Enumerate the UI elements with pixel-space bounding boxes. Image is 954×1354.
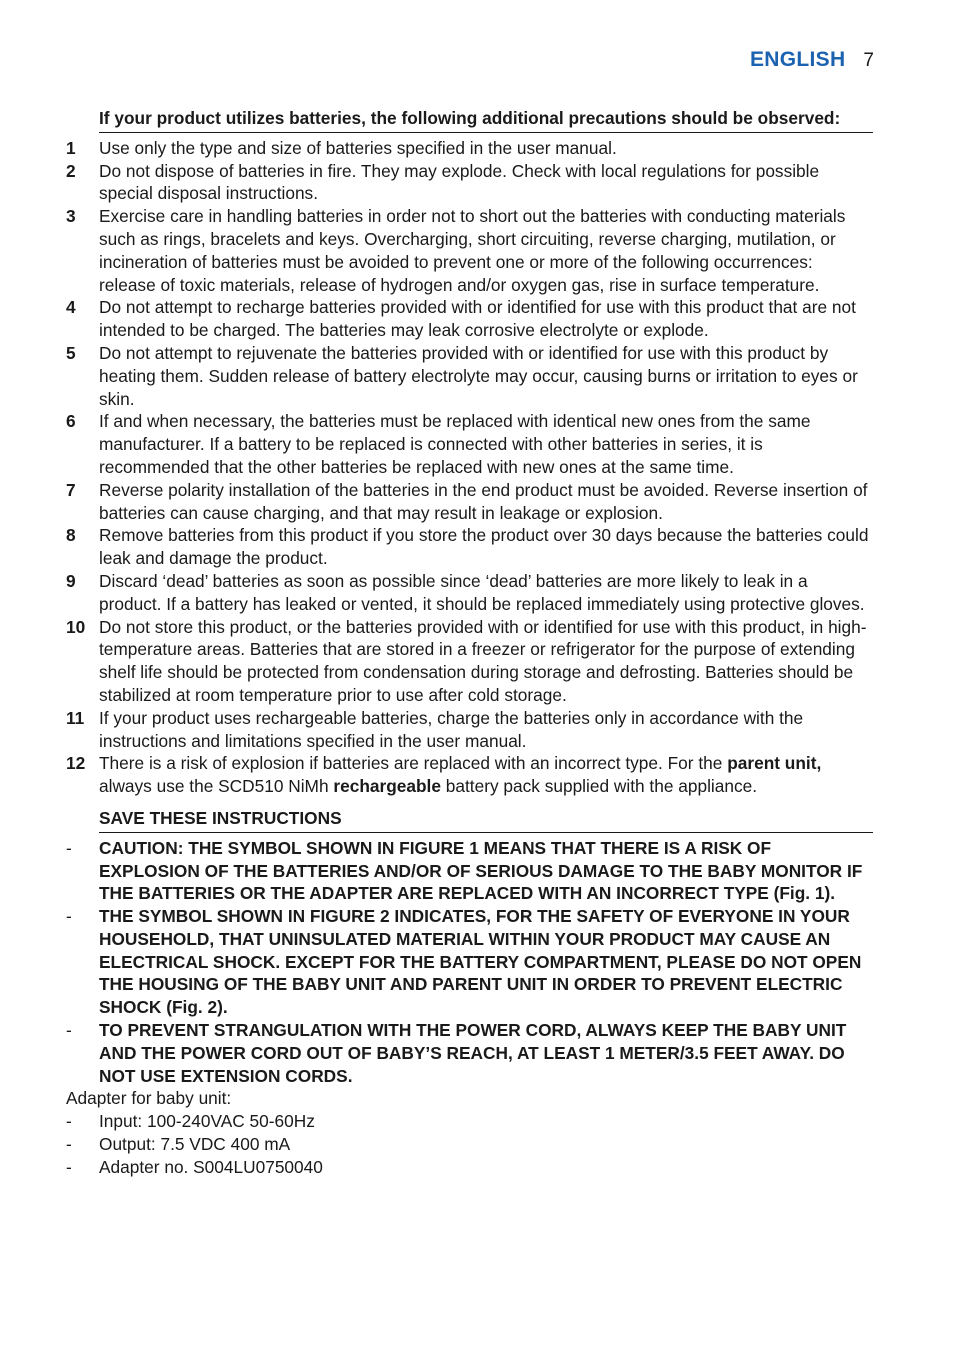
item-number: 4 <box>66 297 76 318</box>
item-number: 11 <box>66 707 85 728</box>
list-item <box>66 616 873 707</box>
list-item <box>66 296 873 342</box>
item-text-part: always use the SCD510 NiMh <box>99 776 334 797</box>
adapter-title: Adapter for baby unit: <box>66 1088 232 1109</box>
bullet-dash: - <box>66 837 72 858</box>
page-number: 7 <box>863 50 874 71</box>
item-text: Reverse polarity installation of the batteries in the end product must be avoided. Reverse insertion of batteries can cause charging, and that may result in leakage or explosion. <box>99 479 868 523</box>
item-number: 10 <box>66 616 86 637</box>
list-item <box>66 160 873 206</box>
rechargeable-emphasis: rechargeable <box>333 776 441 797</box>
item-text: Do not dispose of batteries in fire. They may explode. Check with local regulations for possible special disposal instructions. <box>99 160 820 204</box>
list-item <box>66 524 873 570</box>
list-item <box>66 479 873 525</box>
item-number: 1 <box>66 137 76 158</box>
bullet-dash: - <box>66 906 72 927</box>
item-number: 8 <box>66 525 76 546</box>
spec-item <box>66 1110 873 1133</box>
caution-item <box>66 837 873 905</box>
spec-text: Input: 100-240VAC 50-60Hz <box>99 1111 315 1132</box>
list-item <box>66 205 873 296</box>
spec-item <box>66 1133 873 1156</box>
spec-item <box>66 1156 873 1179</box>
save-instructions-heading: SAVE THESE INSTRUCTIONS <box>99 807 342 828</box>
caution-item <box>66 905 873 1019</box>
adapter-spec-list <box>66 1110 873 1178</box>
item-text-part: battery pack supplied with the appliance. <box>440 776 758 797</box>
bullet-dash: - <box>66 1020 72 1041</box>
item-text <box>99 752 873 798</box>
item-text-part: There is a risk of explosion if batteries are replaced with an incorrect type. For the <box>99 753 728 774</box>
parent-unit-emphasis: parent unit, <box>727 753 822 774</box>
list-item <box>66 570 873 616</box>
caution-text: CAUTION: THE SYMBOL SHOWN IN FIGURE 1 MEANS THAT THERE IS A RISK OF EXPLOSION OF THE BATTERIES AND/OR OF SERIOUS DAMAGE TO THE BABY MONITOR IF THE BATTERIES OR THE ADAPTER ARE REPLACED WITH AN INCORRECT TYPE (Fig. 1). <box>99 837 863 904</box>
item-text: If and when necessary, the batteries must be replaced with identical new ones from the same manufacturer. If a battery to be replaced is connected with other batteries in series, it is recommended that the other batteries be replaced with new ones at the same time. <box>99 411 811 477</box>
item-text: Exercise care in handling batteries in order not to short out the batteries with conducting materials such as rings, bracelets and keys. Overcharging, short circuiting, reverse charging, mutilation, or incineration of batteries must be avoided to prevent one or more of the following occurrences: release of toxic materials, release of hydrogen and/or oxygen gas, rise in surface temperature. <box>99 206 846 295</box>
item-text: Remove batteries from this product if you store the product over 30 days because the batteries could leak and damage the product. <box>99 525 869 569</box>
list-item <box>66 137 873 160</box>
spec-text: Output: 7.5 VDC 400 mA <box>99 1134 291 1155</box>
page-header <box>750 48 874 72</box>
item-text: If your product uses rechargeable batteries, charge the batteries only in accordance with the instructions and limitations specified in the user manual. <box>99 707 804 751</box>
language-label: ENGLISH <box>749 48 846 71</box>
heading-divider <box>99 132 873 133</box>
precautions-heading: If your product utilizes batteries, the following additional precautions should be observed: <box>99 108 841 128</box>
caution-text: TO PREVENT STRANGULATION WITH THE POWER CORD, ALWAYS KEEP THE BABY UNIT AND THE POWER CORD OUT OF BABY’S REACH, AT LEAST 1 METER/3.5 FEET AWAY. DO NOT USE EXTENSION CORDS. <box>99 1020 847 1086</box>
item-number: 3 <box>66 206 76 227</box>
item-number: 12 <box>66 753 86 774</box>
caution-list <box>66 837 873 1088</box>
list-item <box>66 410 873 478</box>
item-text: Do not attempt to rejuvenate the batteries provided with or identified for use with this product by heating them. Sudden release of battery electrolyte may occur, causing burns or irritation to eyes or skin. <box>99 342 858 409</box>
item-text: Do not attempt to recharge batteries provided with or identified for use with this product that are not intended to be charged. The batteries may leak corrosive electrolyte or explode. <box>99 297 856 341</box>
list-item <box>66 342 873 410</box>
item-number: 5 <box>66 342 76 363</box>
save-divider <box>99 832 873 833</box>
item-number: 6 <box>66 411 76 432</box>
list-item <box>66 752 873 798</box>
item-number: 9 <box>66 570 76 591</box>
item-number: 2 <box>66 160 76 181</box>
document-body <box>66 107 873 1179</box>
item-text: Discard ‘dead’ batteries as soon as possible since ‘dead’ batteries are more likely to leak in a product. If a battery has leaked or vented, it should be replaced immediately using protective gloves. <box>99 570 865 614</box>
bullet-dash: - <box>66 1134 72 1155</box>
item-text: Use only the type and size of batteries specified in the user manual. <box>99 137 617 158</box>
caution-item <box>66 1019 873 1087</box>
precautions-list <box>66 137 873 798</box>
item-number: 7 <box>66 479 76 500</box>
list-item <box>66 707 873 753</box>
spec-text: Adapter no. S004LU0750040 <box>99 1156 323 1177</box>
bullet-dash: - <box>66 1111 72 1132</box>
item-text: Do not store this product, or the batteries provided with or identified for use with this product, in high-temperature areas. Batteries that are stored in a freezer or refrigerator for the purpose of extending shelf life should be protected from condensation during storage and defrosting. Batteries should be stabilized at room temperature prior to use after cold storage. <box>99 616 867 705</box>
bullet-dash: - <box>66 1156 72 1177</box>
caution-text: THE SYMBOL SHOWN IN FIGURE 2 INDICATES, FOR THE SAFETY OF EVERYONE IN YOUR HOUSEHOLD, THAT UNINSULATED MATERIAL WITHIN YOUR PRODUCT MAY CAUSE AN ELECTRICAL SHOCK. EXCEPT FOR THE BATTERY COMPARTMENT, PLEASE DO NOT OPEN THE HOUSING OF THE BABY UNIT AND PARENT UNIT IN ORDER TO PREVENT ELECTRIC SHOCK (Fig. 2). <box>99 906 862 1018</box>
